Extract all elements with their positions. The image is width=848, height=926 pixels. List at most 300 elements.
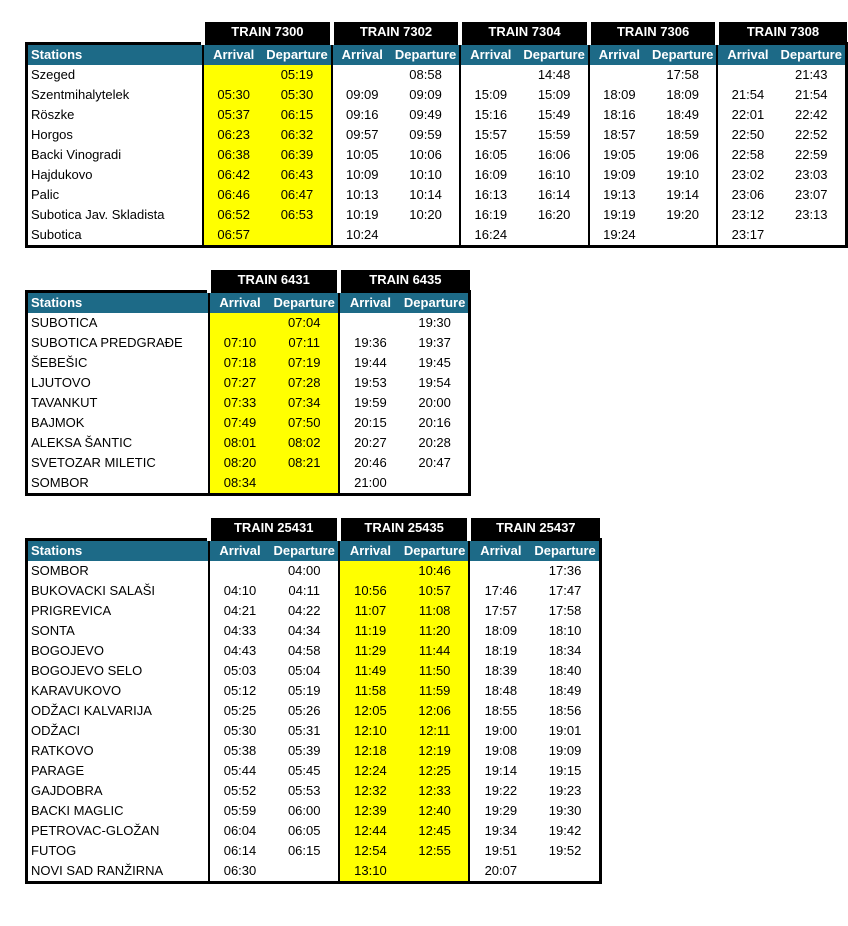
arrival-time-cell: 15:57 [460,125,520,145]
arrival-time-cell: 07:49 [209,413,271,433]
departure-time-cell [531,861,600,883]
departure-time-cell: 04:34 [287,623,321,638]
departure-time-cell: 12:06 [401,701,469,721]
departure-time-cell: 23:03 [778,165,847,185]
arrival-time-cell: 19:19 [589,205,649,225]
departure-column-header: Departure [401,540,469,562]
departure-time-cell: 05:19 [287,683,321,698]
station-row [27,393,470,413]
departure-time-cell: 06:00 [287,803,321,818]
departure-column-header: Departure [520,44,588,66]
departure-time-cell [778,225,847,247]
train-name-row [27,22,847,44]
timetable-1 [25,22,848,248]
arrival-time-cell [469,561,531,581]
arrival-column-header: Arrival [332,44,392,66]
arrival-time-cell: 06:57 [203,225,263,247]
departure-time-cell: 18:09 [666,87,699,102]
arrival-time-cell: 19:53 [339,373,401,393]
arrival-time-cell: 06:42 [203,165,263,185]
station-row [27,761,601,781]
departure-time-cell: 06:53 [263,205,331,225]
station-row [27,861,601,883]
departure-time-cell: 18:40 [531,661,600,681]
departure-time-cell: 05:31 [287,723,321,738]
arrival-time-cell: 10:56 [339,581,401,601]
departure-time-cell: 12:33 [401,781,469,801]
arrival-time-cell: 16:13 [460,185,520,205]
station-row [27,413,470,433]
departure-time-cell: 22:59 [778,145,847,165]
arrival-time-cell: 12:54 [339,841,401,861]
departure-time-cell: 18:56 [531,701,600,721]
arrival-time-cell: 12:10 [339,721,401,741]
station-name-cell: Subotica Jav. Skladista [27,205,204,225]
departure-column-header: Departure [271,292,339,314]
arrival-time-cell: 05:38 [209,741,271,761]
departure-time-cell: 19:54 [401,373,470,393]
station-row [27,741,601,761]
departure-time-cell: 19:30 [531,801,600,821]
station-name-cell: PETROVAC-GLOŽAN [27,821,209,841]
departure-time-cell [520,225,588,247]
arrival-time-cell: 06:38 [203,145,263,165]
station-name-cell: ODŽACI KALVARIJA [27,701,209,721]
arrival-time-cell: 18:09 [469,621,531,641]
arrival-time-cell: 11:07 [339,601,401,621]
departure-time-cell: 09:49 [409,107,442,122]
train-header: TRAIN 7304 [460,22,589,44]
stations-column-header: Stations [27,44,204,66]
departure-time-cell: 19:52 [531,841,600,861]
station-row [27,105,847,125]
departure-time-cell: 19:15 [531,761,600,781]
station-row [27,701,601,721]
arrival-time-cell: 10:09 [332,165,392,185]
departure-time-cell: 20:28 [401,433,470,453]
arrival-time-cell: 18:57 [589,125,649,145]
arrival-time-cell: 11:49 [339,661,401,681]
station-row [27,821,601,841]
departure-time-cell: 23:13 [778,205,847,225]
departure-time-cell: 20:16 [401,413,470,433]
station-row [27,313,470,333]
arrival-column-header: Arrival [209,292,271,314]
departure-time-cell: 12:45 [401,821,469,841]
arrival-time-cell: 20:27 [339,433,401,453]
departure-column-header: Departure [392,44,460,66]
station-row [27,581,601,601]
station-name-cell: Backi Vinogradi [27,145,204,165]
departure-time-cell [271,473,339,495]
arrival-time-cell: 09:09 [332,85,392,105]
station-row [27,841,601,861]
departure-time-cell: 17:58 [531,601,600,621]
departure-time-cell: 19:20 [666,207,699,222]
train-header: TRAIN 7306 [589,22,718,44]
train-header: TRAIN 7300 [203,22,332,44]
arrival-time-cell: 19:24 [589,225,649,247]
arrival-time-cell: 12:24 [339,761,401,781]
arrival-time-cell: 06:30 [209,861,271,883]
departure-time-cell: 10:10 [409,167,442,182]
station-name-cell: SVETOZAR MILETIC [27,453,209,473]
departure-time-cell: 19:42 [531,821,600,841]
departure-time-cell: 12:40 [401,801,469,821]
departure-time-cell: 18:34 [531,641,600,661]
departure-time-cell: 19:45 [401,353,470,373]
arrival-time-cell [209,313,271,333]
arrival-time-cell: 05:30 [209,721,271,741]
arrival-time-cell: 05:52 [209,781,271,801]
departure-time-cell: 04:11 [288,583,320,598]
arrival-time-cell: 07:10 [209,333,271,353]
departure-time-cell: 21:54 [778,85,847,105]
arrival-time-cell: 18:09 [589,85,649,105]
arrival-time-cell: 04:10 [209,581,271,601]
arrival-column-header: Arrival [717,44,777,66]
station-name-cell: ALEKSA ŠANTIC [27,433,209,453]
arrival-time-cell: 19:00 [469,721,531,741]
arrival-time-cell: 09:57 [332,125,392,145]
arrival-time-cell: 06:23 [203,125,263,145]
departure-time-cell: 07:34 [271,393,339,413]
departure-time-cell: 15:59 [537,127,571,142]
arrival-time-cell: 12:18 [339,741,401,761]
departure-time-cell: 06:32 [263,125,331,145]
departure-time-cell: 05:45 [287,763,321,778]
arrival-time-cell: 20:46 [339,453,401,473]
arrival-time-cell: 23:06 [717,185,777,205]
departure-time-cell: 20:00 [401,393,470,413]
station-name-cell: SUBOTICA PREDGRAĐE [27,333,209,353]
station-name-cell: ŠEBEŠIC [27,353,209,373]
arrival-column-header: Arrival [203,44,263,66]
arrival-time-cell: 19:13 [589,185,649,205]
station-row [27,353,470,373]
arrival-time-cell: 19:59 [339,393,401,413]
departure-time-cell: 06:39 [263,145,331,165]
train-name-row [27,270,470,292]
departure-time-cell: 05:53 [287,783,321,798]
arrival-time-cell: 18:19 [469,641,531,661]
arrival-time-cell: 20:07 [469,861,531,883]
station-row [27,65,847,85]
arrival-time-cell: 23:12 [717,205,777,225]
arrival-time-cell: 19:51 [469,841,531,861]
arrival-time-cell: 10:24 [332,225,392,247]
departure-column-header: Departure [271,540,339,562]
arrival-time-cell [209,561,271,581]
station-name-cell: FUTOG [27,841,209,861]
arrival-time-cell: 19:22 [469,781,531,801]
departure-time-cell [649,225,717,247]
departure-time-cell: 16:06 [537,147,571,162]
departure-time-cell: 12:25 [401,761,469,781]
station-row [27,473,470,495]
departure-time-cell: 05:26 [287,703,321,718]
arrival-time-cell: 08:34 [209,473,271,495]
departure-time-cell: 18:49 [531,681,600,701]
station-row [27,801,601,821]
departure-time-cell: 18:59 [666,127,699,142]
arrival-time-cell: 07:18 [209,353,271,373]
station-row [27,373,470,393]
arrival-time-cell: 10:13 [332,185,392,205]
departure-time-cell: 19:14 [666,187,699,202]
station-row [27,145,847,165]
arrival-time-cell [203,65,263,85]
departure-time-cell: 12:55 [401,841,469,861]
arrival-column-header: Arrival [209,540,271,562]
station-name-cell: PRIGREVICA [27,601,209,621]
arrival-time-cell: 19:14 [469,761,531,781]
arrival-time-cell: 10:05 [332,145,392,165]
station-name-cell: Horgos [27,125,204,145]
train-header: TRAIN 6431 [209,270,339,292]
departure-time-cell: 19:06 [666,147,699,162]
station-name-cell: Palic [27,185,204,205]
station-row [27,165,847,185]
departure-time-cell: 10:14 [409,187,442,202]
departure-time-cell: 07:19 [271,353,339,373]
arrival-time-cell: 21:00 [339,473,401,495]
arrival-time-cell [589,65,649,85]
departure-time-cell: 07:04 [271,313,339,333]
column-header-row [27,540,601,562]
arrival-time-cell: 17:57 [469,601,531,621]
station-name-cell: NOVI SAD RANŽIRNA [27,861,209,883]
departure-time-cell [392,225,460,247]
arrival-time-cell: 05:25 [209,701,271,721]
departure-time-cell: 21:43 [778,65,847,85]
station-name-cell: BOGOJEVO [27,641,209,661]
arrival-time-cell [339,561,401,581]
departure-time-cell [271,861,339,883]
departure-time-cell: 10:46 [401,561,469,581]
stations-column-header: Stations [27,540,209,562]
station-name-cell: GAJDOBRA [27,781,209,801]
arrival-column-header: Arrival [339,540,401,562]
arrival-time-cell: 04:43 [209,641,271,661]
arrival-column-header: Arrival [339,292,401,314]
station-name-cell: PARAGE [27,761,209,781]
arrival-time-cell: 23:17 [717,225,777,247]
departure-time-cell: 07:11 [271,333,339,353]
departure-time-cell: 05:30 [263,85,331,105]
arrival-time-cell: 20:15 [339,413,401,433]
departure-time-cell: 11:08 [401,601,469,621]
stations-column-header: Stations [27,292,209,314]
departure-time-cell: 19:30 [401,313,470,333]
station-name-cell: SUBOTICA [27,313,209,333]
arrival-time-cell: 16:19 [460,205,520,225]
arrival-time-cell: 22:01 [717,105,777,125]
arrival-time-cell: 06:04 [209,821,271,841]
station-name-cell: LJUTOVO [27,373,209,393]
arrival-time-cell: 16:05 [460,145,520,165]
arrival-time-cell: 12:32 [339,781,401,801]
departure-time-cell: 11:50 [401,661,469,681]
departure-time-cell: 06:15 [287,843,321,858]
arrival-time-cell [717,65,777,85]
station-row [27,205,847,225]
train-header: TRAIN 25431 [209,518,339,540]
departure-time-cell: 17:47 [531,581,600,601]
departure-time-cell: 22:52 [778,125,847,145]
departure-column-header: Departure [263,44,331,66]
departure-time-cell: 10:06 [409,147,442,162]
departure-time-cell: 12:19 [401,741,469,761]
departure-column-header: Departure [649,44,717,66]
departure-time-cell: 04:22 [287,603,321,618]
departure-time-cell: 08:21 [271,453,339,473]
arrival-time-cell: 19:05 [589,145,649,165]
arrival-time-cell: 19:44 [339,353,401,373]
station-row [27,621,601,641]
station-name-cell: Szeged [27,65,204,85]
train-header: TRAIN 25437 [469,518,600,540]
departure-time-cell: 16:10 [537,167,571,182]
station-row [27,721,601,741]
station-name-cell: SONTA [27,621,209,641]
departure-time-cell: 15:09 [537,87,571,102]
arrival-time-cell: 07:27 [209,373,271,393]
arrival-time-cell [460,65,520,85]
arrival-time-cell: 09:16 [332,105,392,125]
timetable-list [25,22,848,884]
station-name-cell: BOGOJEVO SELO [27,661,209,681]
departure-time-cell: 22:42 [778,105,847,125]
departure-time-cell: 11:44 [401,641,469,661]
arrival-column-header: Arrival [589,44,649,66]
arrival-time-cell: 21:54 [717,85,777,105]
departure-time-cell: 07:50 [271,413,339,433]
arrival-time-cell: 16:24 [460,225,520,247]
arrival-time-cell: 12:44 [339,821,401,841]
departure-time-cell: 06:47 [263,185,331,205]
station-name-cell: Subotica [27,225,204,247]
departure-time-cell: 19:37 [401,333,470,353]
arrival-time-cell: 23:02 [717,165,777,185]
arrival-time-cell: 11:58 [339,681,401,701]
station-name-cell: ODŽACI [27,721,209,741]
arrival-time-cell: 10:19 [332,205,392,225]
arrival-time-cell: 08:20 [209,453,271,473]
departure-time-cell: 04:00 [287,563,321,578]
departure-time-cell: 19:01 [531,721,600,741]
departure-time-cell [401,473,470,495]
station-row [27,601,601,621]
departure-time-cell: 07:28 [271,373,339,393]
arrival-time-cell: 19:09 [589,165,649,185]
train-header: TRAIN 6435 [339,270,470,292]
station-name-cell: BAJMOK [27,413,209,433]
arrival-time-cell: 17:46 [469,581,531,601]
departure-time-cell: 17:36 [531,561,600,581]
departure-time-cell: 08:58 [409,67,442,82]
station-row [27,681,601,701]
arrival-time-cell: 22:50 [717,125,777,145]
station-row [27,225,847,247]
station-row [27,333,470,353]
departure-time-cell: 04:58 [287,643,321,658]
departure-time-cell: 10:20 [409,207,442,222]
departure-time-cell: 19:09 [531,741,600,761]
arrival-time-cell: 22:58 [717,145,777,165]
departure-time-cell: 16:14 [537,187,571,202]
arrival-time-cell: 05:59 [209,801,271,821]
departure-time-cell: 09:59 [409,127,442,142]
station-row [27,561,601,581]
train-name-row [27,518,601,540]
station-row [27,453,470,473]
departure-time-cell: 14:48 [537,67,571,82]
departure-time-cell: 16:20 [537,207,571,222]
departure-time-cell [263,225,331,247]
arrival-time-cell: 13:10 [339,861,401,883]
arrival-time-cell: 19:29 [469,801,531,821]
departure-time-cell: 19:10 [666,167,699,182]
arrival-time-cell: 19:08 [469,741,531,761]
departure-column-header: Departure [778,44,847,66]
train-header: TRAIN 25435 [339,518,469,540]
station-row [27,641,601,661]
station-name-cell: RATKOVO [27,741,209,761]
departure-time-cell: 17:58 [666,67,699,82]
arrival-time-cell: 16:09 [460,165,520,185]
departure-time-cell: 08:02 [271,433,339,453]
arrival-time-cell: 05:12 [209,681,271,701]
arrival-time-cell: 18:16 [589,105,649,125]
station-name-cell: Szentmihalytelek [27,85,204,105]
departure-time-cell: 06:15 [263,105,331,125]
timetable-3 [25,518,602,884]
station-name-cell: SOMBOR [27,561,209,581]
arrival-time-cell: 04:21 [209,601,271,621]
arrival-time-cell: 15:09 [460,85,520,105]
arrival-time-cell: 18:55 [469,701,531,721]
arrival-time-cell: 12:05 [339,701,401,721]
arrival-time-cell: 05:44 [209,761,271,781]
departure-time-cell: 23:07 [778,185,847,205]
arrival-column-header: Arrival [460,44,520,66]
station-name-cell: Röszke [27,105,204,125]
arrival-time-cell: 07:33 [209,393,271,413]
column-header-row [27,292,470,314]
departure-time-cell: 18:10 [531,621,600,641]
arrival-time-cell: 19:34 [469,821,531,841]
arrival-column-header: Arrival [469,540,531,562]
arrival-time-cell: 15:16 [460,105,520,125]
corner-cell [27,518,209,540]
departure-time-cell: 05:39 [287,743,321,758]
arrival-time-cell: 19:36 [339,333,401,353]
timetable-2 [25,270,471,496]
arrival-time-cell: 06:14 [209,841,271,861]
departure-time-cell [401,861,469,883]
station-name-cell: KARAVUKOVO [27,681,209,701]
train-header: TRAIN 7302 [332,22,461,44]
arrival-time-cell: 18:48 [469,681,531,701]
corner-cell [27,270,209,292]
station-name-cell: BUKOVACKI SALAŠI [27,581,209,601]
station-row [27,85,847,105]
departure-time-cell: 12:11 [401,721,469,741]
arrival-time-cell: 18:39 [469,661,531,681]
departure-time-cell: 05:19 [263,65,331,85]
arrival-time-cell: 12:39 [339,801,401,821]
